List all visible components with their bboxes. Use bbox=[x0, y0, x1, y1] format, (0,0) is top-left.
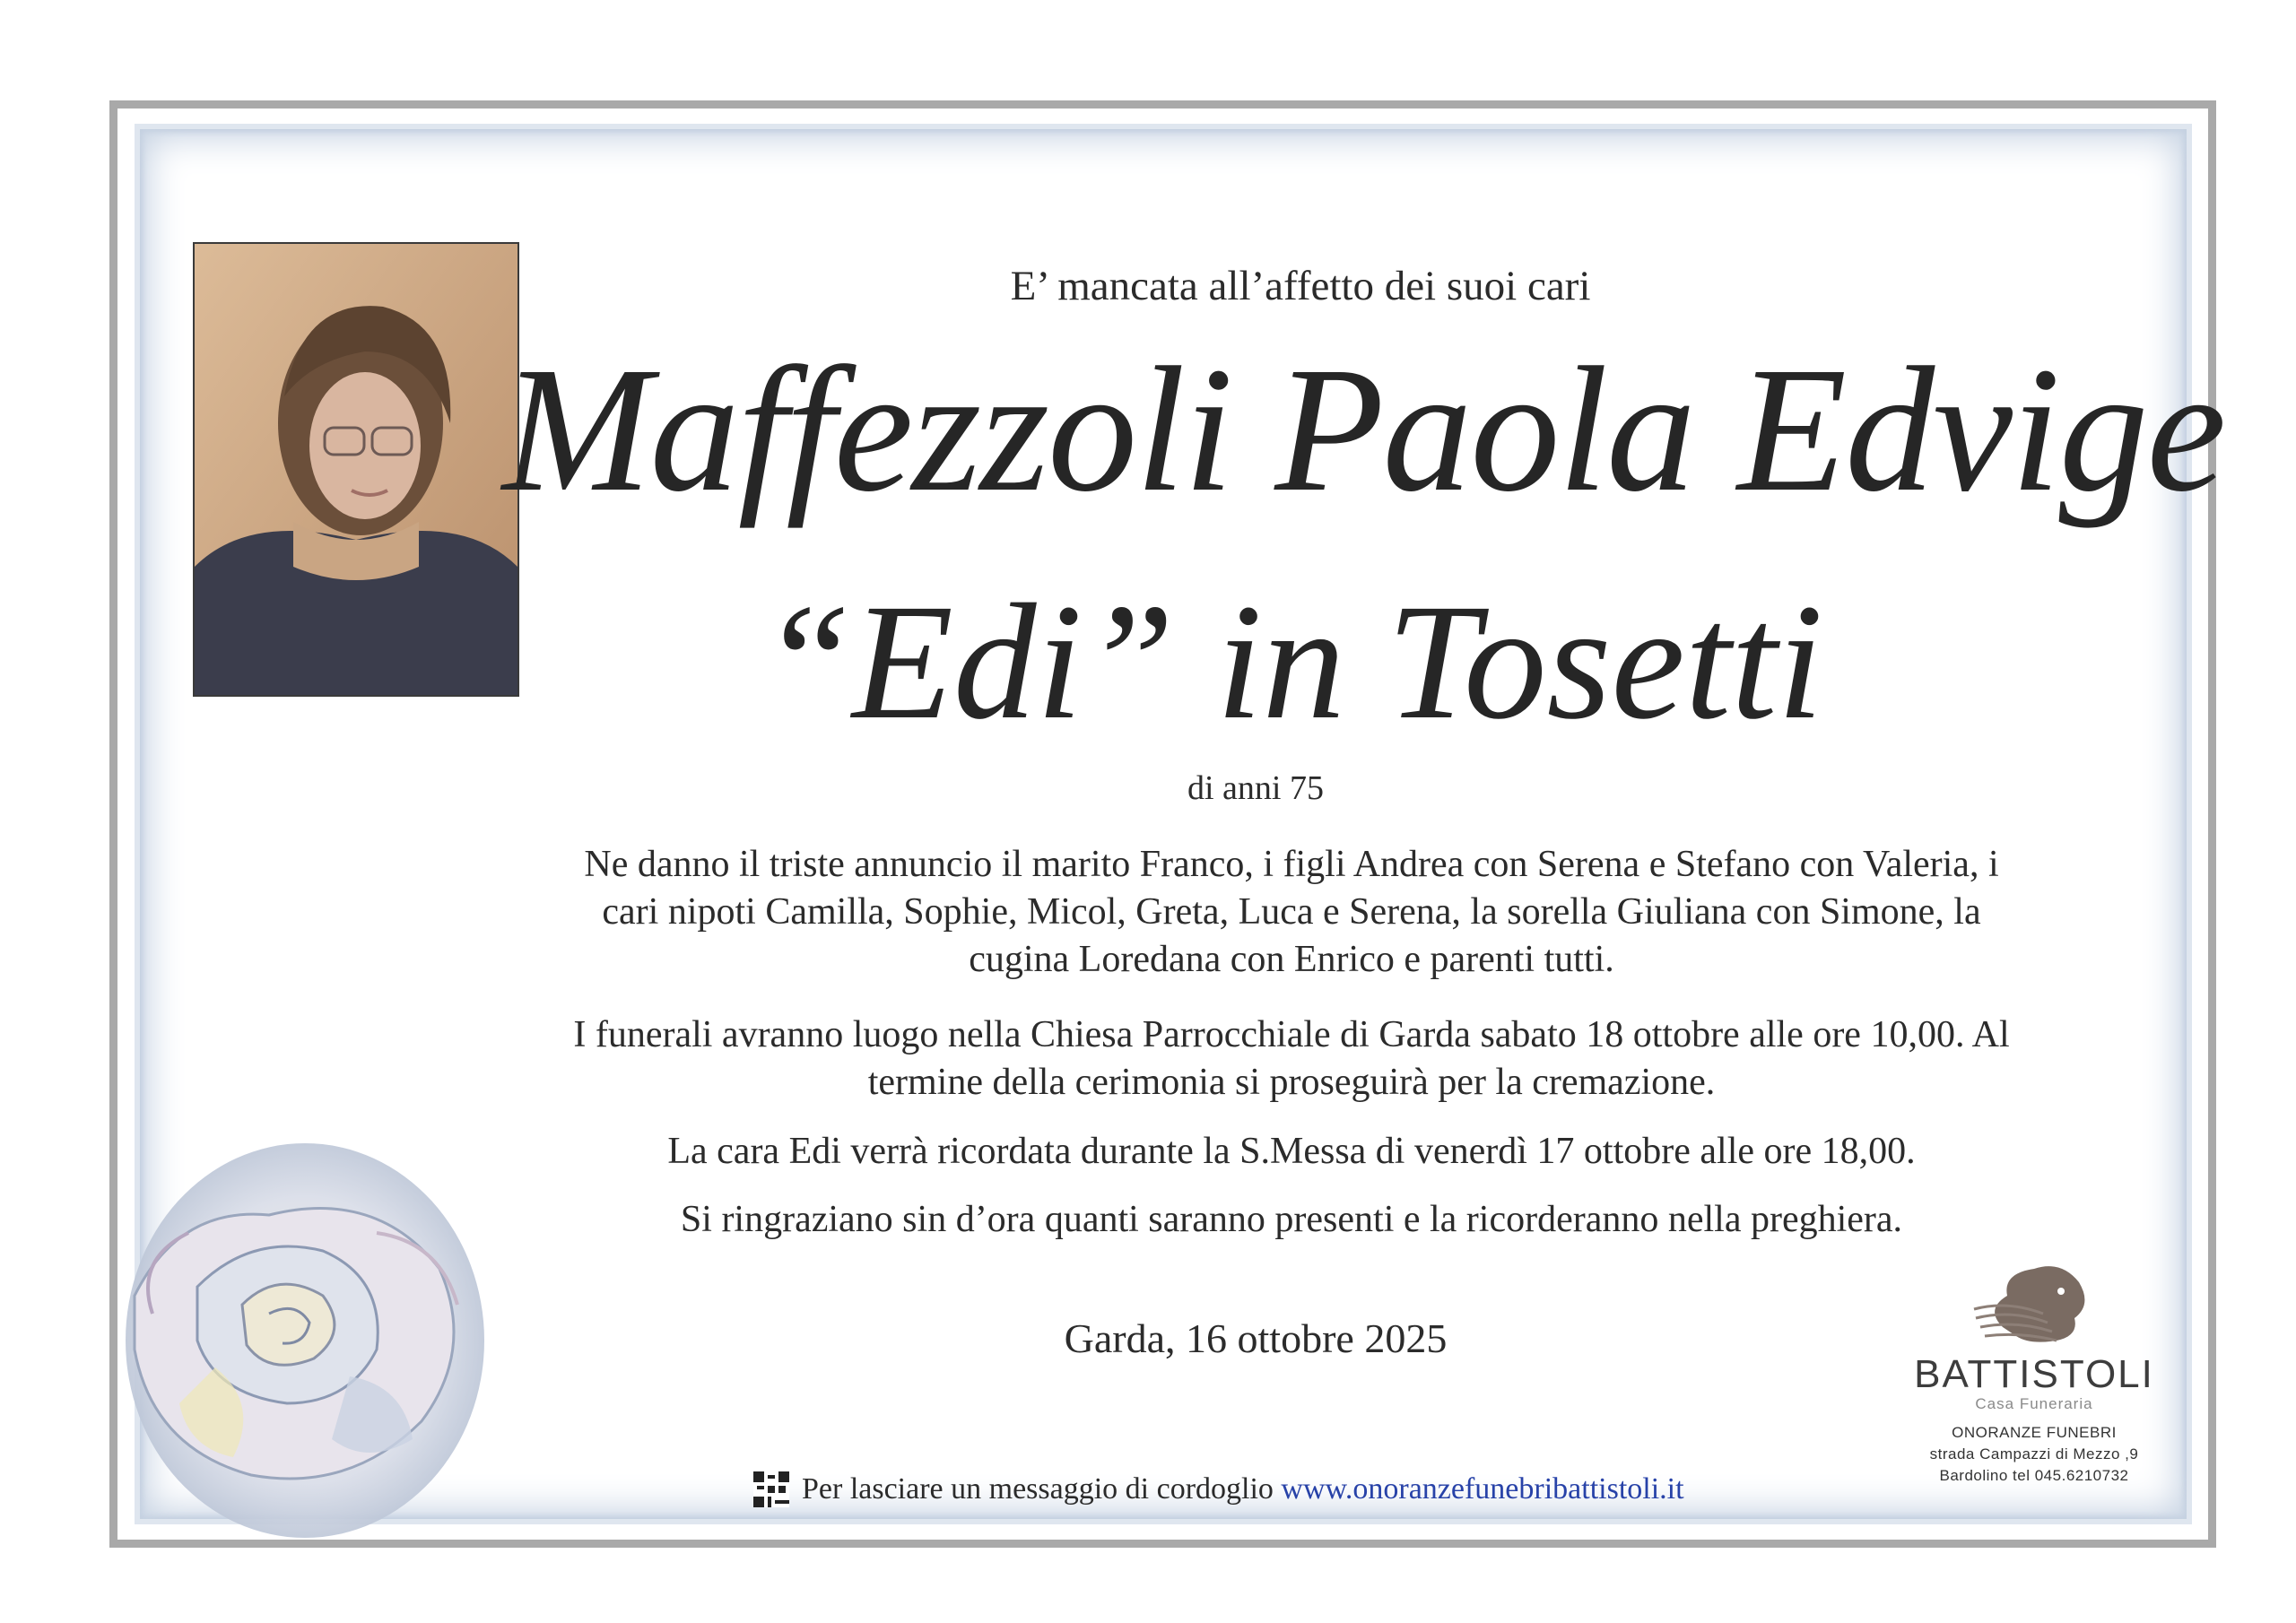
address-text: strada Campazzi di Mezzo ,9 bbox=[1929, 1445, 2139, 1462]
rose-illustration bbox=[81, 1081, 511, 1547]
portrait-photo bbox=[193, 242, 519, 697]
intro-text: E’ mancata all’affetto dei suoi cari bbox=[1010, 263, 1591, 309]
website-link[interactable]: www.onoranzefunebribattistoli.it bbox=[1281, 1472, 1684, 1506]
funeral-paragraph: I funerali avranno luogo nella Chiesa Parrocchiale di Garda sabato 18 ottobre alle ore 10,00. Al termine della cerimonia si proseguirà per la cremazione. bbox=[573, 1014, 2010, 1103]
brand-subtitle: Casa Funeraria bbox=[1975, 1395, 2093, 1412]
deceased-nickname: “Edi” in Tosetti bbox=[760, 570, 1823, 754]
deceased-name: Maffezzoli Paola Edvige bbox=[502, 331, 2225, 529]
phone-text: Bardolino tel 045.6210732 bbox=[1939, 1467, 2129, 1484]
funeral-home-logo bbox=[1900, 1255, 2169, 1487]
lion-head-icon bbox=[1967, 1255, 2101, 1354]
thanks-paragraph: Si ringraziano sin d’ora quanti saranno presenti e la ricorderanno nella preghiera. bbox=[680, 1199, 1903, 1240]
announcement-paragraph: Ne danno il triste annuncio il marito Franco, i figli Andrea con Serena e Stefano con Valeria, i cari nipoti Camilla, Sophie, Micol, Greta, Luca e Serena, la sorella Giuliana con Simone, la cugina Loredana con Enrico e parenti tutti. bbox=[584, 844, 1999, 980]
footer-text: Per lasciare un messaggio di cordoglio bbox=[802, 1472, 1274, 1506]
footer-message bbox=[753, 1471, 1684, 1508]
mass-paragraph: La cara Edi verrà ricordata durante la S.Messa di venerdì 17 ottobre alle ore 18,00. bbox=[667, 1131, 1916, 1172]
age-text: di anni 75 bbox=[1187, 769, 1324, 807]
brand-name: BATTISTOLI bbox=[1914, 1352, 2154, 1396]
qr-code-icon[interactable] bbox=[753, 1471, 789, 1507]
service-label: ONORANZE FUNEBRI bbox=[1952, 1424, 2117, 1441]
place-date: Garda, 16 ottobre 2025 bbox=[1064, 1315, 1448, 1361]
